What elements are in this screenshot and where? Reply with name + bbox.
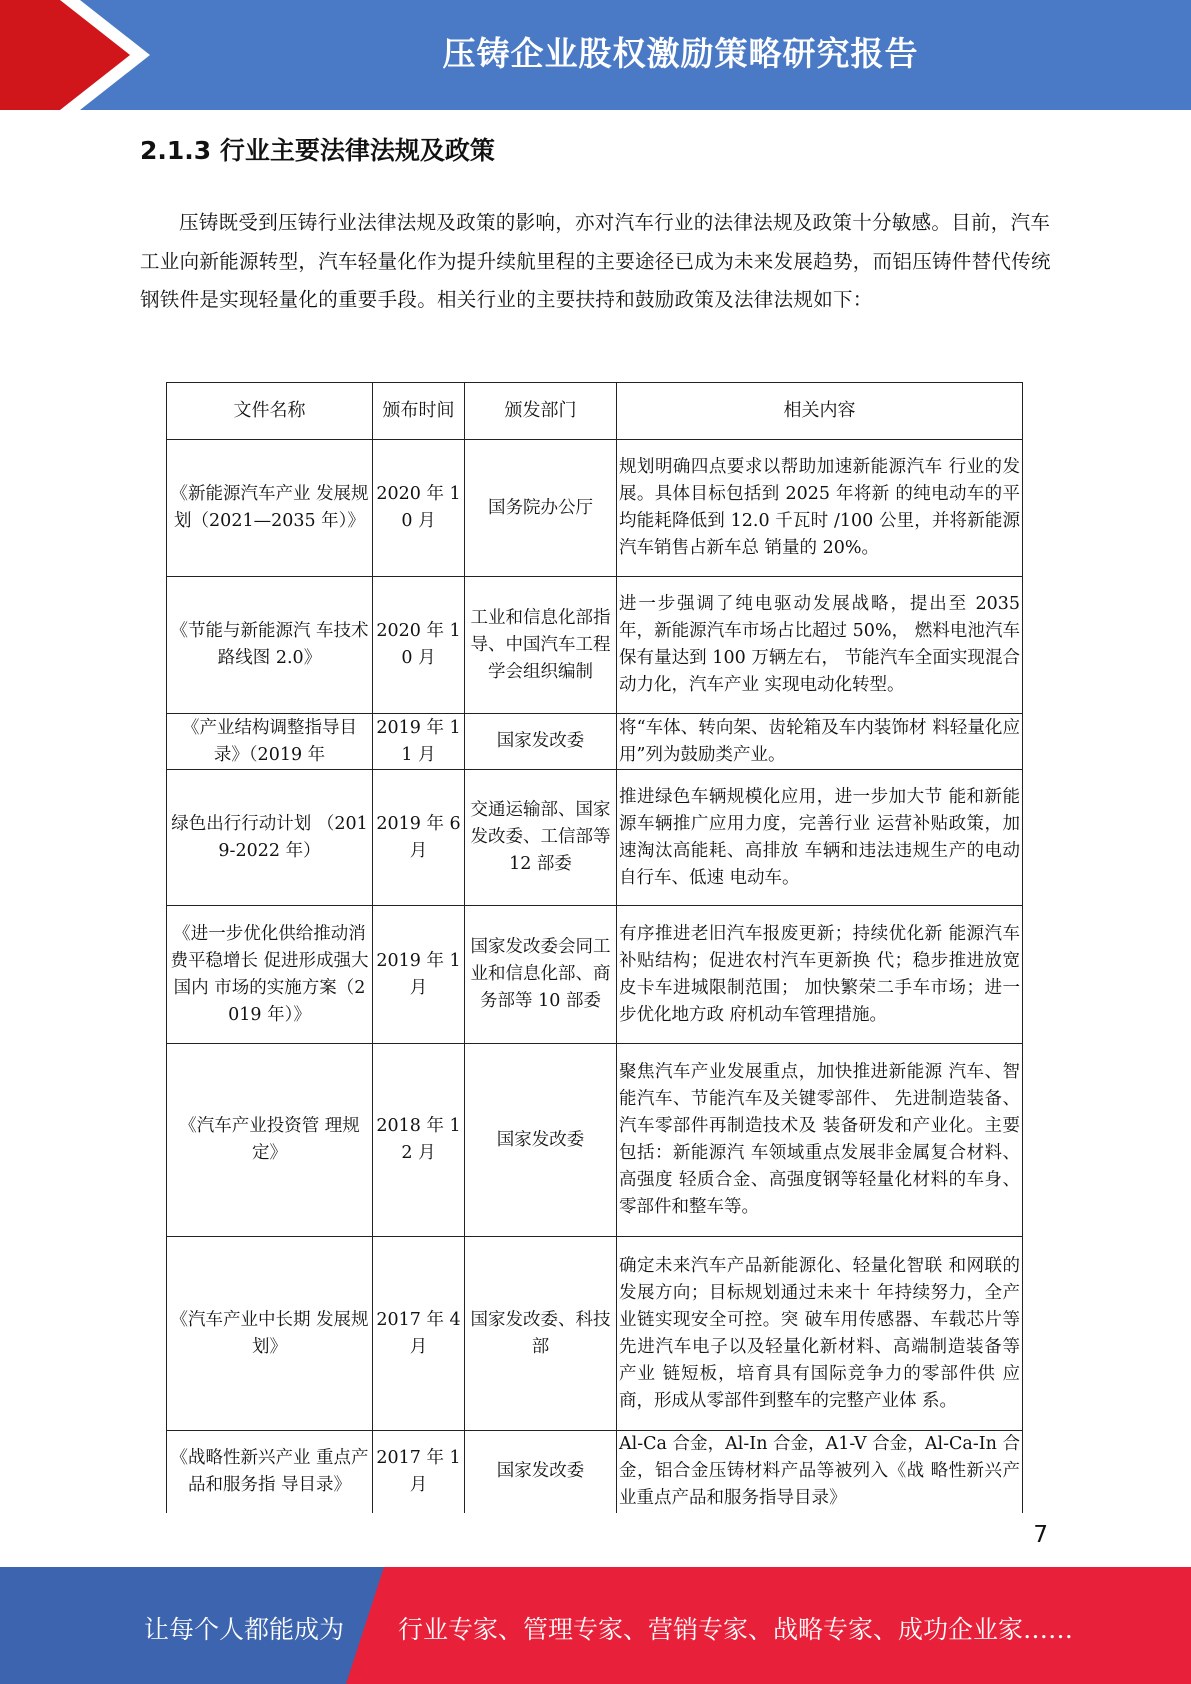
policy-date: 2017 年 4 月: [373, 1237, 465, 1431]
table-row: [167, 1237, 1023, 1431]
policy-date: 2019 年 6 月: [373, 770, 465, 906]
policy-date: 2019 年 1 月: [373, 906, 465, 1044]
section-heading: 2.1.3 行业主要法律法规及政策: [140, 136, 495, 165]
column-header-content: 相关内容: [617, 383, 1023, 440]
policy-dept: 国务院办公厅: [465, 440, 617, 577]
table-row: [167, 577, 1023, 714]
table-header-row: [167, 383, 1023, 440]
policy-content: 有序推进老旧汽车报废更新；持续优化新 能源汽车补贴结构；促进农村汽车更新换 代；稳步推进放宽皮卡车进城限制范围； 加快繁荣二手车市场；进一步优化地方政 府机动车管理措施。: [617, 906, 1023, 1044]
table-row: [167, 714, 1023, 770]
policy-name: 《节能与新能源汽 车技术路线图 2.0》: [167, 577, 373, 714]
page-header: [0, 0, 1191, 110]
policy-name: 绿色出行行动计划 （2019-2022 年）: [167, 770, 373, 906]
policy-date: 2020 年 10 月: [373, 577, 465, 714]
page-footer: [0, 1567, 1191, 1684]
policy-name: 《汽车产业中长期 发展规划》: [167, 1237, 373, 1431]
policy-name: 《汽车产业投资管 理规定》: [167, 1044, 373, 1237]
column-header-dept: 颁发部门: [465, 383, 617, 440]
policy-name: 《战略性新兴产业 重点产品和服务指 导目录》: [167, 1431, 373, 1513]
policy-dept: 国家发改委、科技部: [465, 1237, 617, 1431]
policy-dept: 工业和信息化部指导、中国汽车工程学会组织编制: [465, 577, 617, 714]
policy-date: 2019 年 11 月: [373, 714, 465, 770]
policy-content: 进一步强调了纯电驱动发展战略，提出至 2035 年，新能源汽车市场占比超过 50%， 燃料电池汽车保有量达到 100 万辆左右， 节能汽车全面实现混合动力化，汽车产业 实现电动化转型。: [617, 577, 1023, 714]
intro-paragraph: 压铸既受到压铸行业法律法规及政策的影响，亦对汽车行业的法律法规及政策十分敏感。目前，汽车工业向新能源转型，汽车轻量化作为提升续航里程的主要途径已成为未来发展趋势，而铝压铸件替代传统钢铁件是实现轻量化的重要手段。相关行业的主要扶持和鼓励政策及法律法规如下：: [140, 211, 1051, 311]
column-header-date: 颁布时间: [373, 383, 465, 440]
table-row: [167, 1431, 1023, 1513]
policy-content: 确定未来汽车产品新能源化、轻量化智联 和网联的发展方向；目标规划通过未来十 年持续努力，全产业链实现安全可控。突 破车用传感器、车载芯片等先进汽车电子以及轻量化新材料、高端制造装备等产业 链短板，培育具有国际竞争力的零部件供 应商，形成从零部件到整车的完整产业体 系。: [617, 1237, 1023, 1431]
report-title: 压铸企业股权激励策略研究报告: [442, 34, 919, 73]
policy-content: 将“车体、转向架、齿轮箱及车内装饰材 料轻量化应用”列为鼓励类产业。: [617, 714, 1023, 770]
policy-dept: 国家发改委: [465, 714, 617, 770]
table-row: [167, 440, 1023, 577]
footer-slogan-right: 行业专家、管理专家、营销专家、战略专家、成功企业家……: [398, 1615, 1074, 1644]
policy-dept: 国家发改委: [465, 1044, 617, 1237]
page-number: 7: [1033, 1522, 1048, 1548]
policy-table: [166, 382, 1023, 1513]
policy-content: Al-Ca 合金，Al-In 合金，A1-V 合金，Al-Ca-In 合金，铝合金压铸材料产品等被列入《战 略性新兴产业重点产品和服务指导目录》: [617, 1431, 1023, 1513]
policy-dept: 交通运输部、国家发改委、工信部等 12 部委: [465, 770, 617, 906]
policy-name: 《产业结构调整指导目录》（2019 年: [167, 714, 373, 770]
policy-date: 2017 年 1 月: [373, 1431, 465, 1513]
policy-name: 《进一步优化供给推动消费平稳增长 促进形成强大国内 市场的实施方案（2019 年）》: [167, 906, 373, 1044]
table-row: [167, 906, 1023, 1044]
policy-dept: 国家发改委会同工业和信息化部、商务部等 10 部委: [465, 906, 617, 1044]
policy-content: 推进绿色车辆规模化应用，进一步加大节 能和新能源车辆推广应用力度，完善行业 运营补贴政策，加速淘汰高能耗、高排放 车辆和违法违规生产的电动自行车、低速 电动车。: [617, 770, 1023, 906]
footer-slogan-left: 让每个人都能成为: [144, 1615, 345, 1644]
table-row: [167, 1044, 1023, 1237]
policy-content: 规划明确四点要求以帮助加速新能源汽车 行业的发展。具体目标包括到 2025 年将新 的纯电动车的平均能耗降低到 12.0 千瓦时 /100 公里，并将新能源汽车销售占新车总 销量的 20%。: [617, 440, 1023, 577]
column-header-name: 文件名称: [167, 383, 373, 440]
policy-date: 2018 年 12 月: [373, 1044, 465, 1237]
policy-content: 聚焦汽车产业发展重点，加快推进新能源 汽车、智能汽车、节能汽车及关键零部件、 先进制造装备、汽车零部件再制造技术及 装备研发和产业化。主要包括：新能源汽 车领域重点发展非金属复合材料、高强度 轻质合金、高强度钢等轻量化材料的车身、 零部件和整车等。: [617, 1044, 1023, 1237]
policy-name: 《新能源汽车产业 发展规划（2021—2035 年）》: [167, 440, 373, 577]
policy-dept: 国家发改委: [465, 1431, 617, 1513]
table-row: [167, 770, 1023, 906]
policy-date: 2020 年 10 月: [373, 440, 465, 577]
